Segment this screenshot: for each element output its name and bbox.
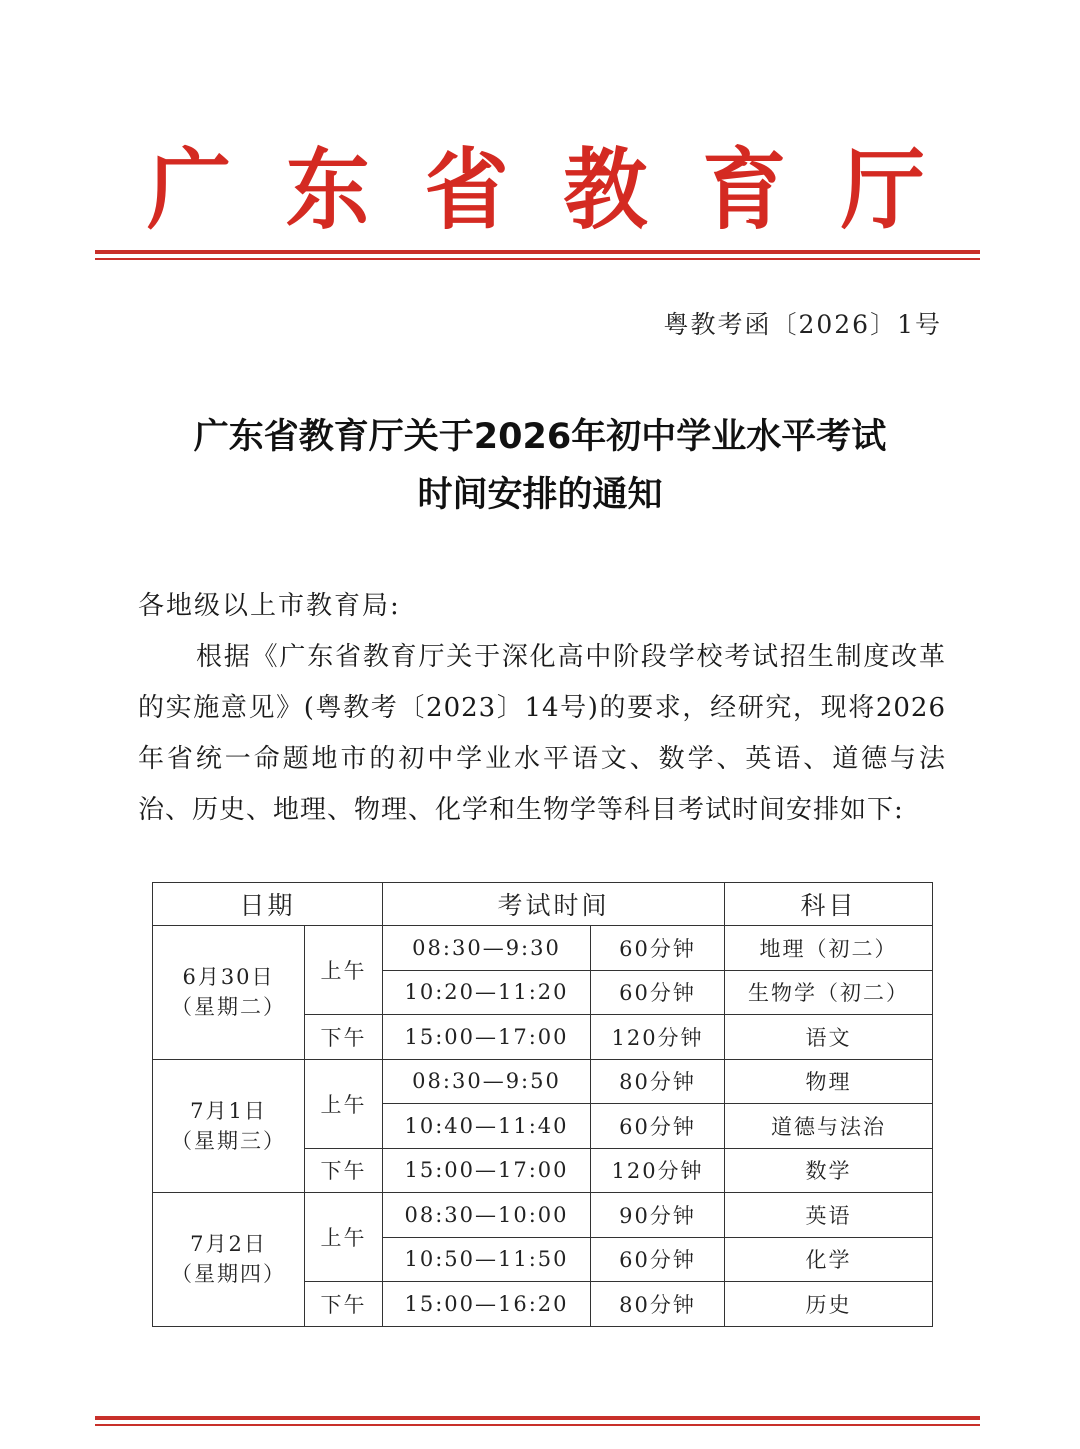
time-cell: 08:30—9:30 xyxy=(383,926,591,971)
subject-cell: 数学 xyxy=(725,1148,933,1193)
weekday-label: （星期二） xyxy=(171,995,286,1020)
subject-cell: 英语 xyxy=(725,1193,933,1238)
duration-cell: 60分钟 xyxy=(591,1104,725,1149)
subject-cell: 地理（初二） xyxy=(725,926,933,971)
duration-cell: 80分钟 xyxy=(591,1059,725,1104)
date-cell xyxy=(153,926,305,1060)
time-cell: 08:30—10:00 xyxy=(383,1193,591,1238)
subject-cell: 历史 xyxy=(725,1282,933,1327)
duration-cell: 60分钟 xyxy=(591,926,725,971)
time-cell: 15:00—17:00 xyxy=(383,1148,591,1193)
letterhead xyxy=(95,140,980,240)
header-rule-thick xyxy=(95,250,980,254)
notice-title-line-1: 广东省教育厅关于2026年初中学业水平考试 xyxy=(193,417,887,457)
date-label: 7月1日 xyxy=(190,1098,267,1123)
period-pm: 下午 xyxy=(305,1148,383,1193)
header-exam-time: 考试时间 xyxy=(383,883,725,926)
salutation: 各地级以上市教育局: xyxy=(138,591,401,621)
period-pm: 下午 xyxy=(305,1282,383,1327)
exam-schedule-table xyxy=(152,882,933,1327)
subject-cell: 语文 xyxy=(725,1015,933,1060)
subject-cell: 生物学（初二） xyxy=(725,970,933,1015)
letterhead-char: 省 xyxy=(424,138,509,242)
weekday-label: （星期三） xyxy=(171,1128,286,1153)
document-number: 粤教考函〔2026〕1号 xyxy=(663,310,942,339)
table-header-row xyxy=(153,883,933,926)
duration-cell: 120分钟 xyxy=(591,1015,725,1060)
notice-title-line-2: 时间安排的通知 xyxy=(417,475,663,515)
time-cell: 10:50—11:50 xyxy=(383,1237,591,1282)
duration-cell: 120分钟 xyxy=(591,1148,725,1193)
duration-cell: 60分钟 xyxy=(591,970,725,1015)
letterhead-char: 厅 xyxy=(840,138,925,242)
header-date: 日期 xyxy=(153,883,383,926)
date-label: 7月2日 xyxy=(190,1232,267,1257)
period-am: 上午 xyxy=(305,926,383,1015)
time-cell: 15:00—16:20 xyxy=(383,1282,591,1327)
time-cell: 08:30—9:50 xyxy=(383,1059,591,1104)
footer-rule-thick xyxy=(95,1416,980,1420)
body-paragraph: 根据《广东省教育厅关于深化高中阶段学校考试招生制度改革的实施意见》(粤教考〔2023〕14号)的要求，经研究，现将2026年省统一命题地市的初中学业水平语文、数学、英语、道德与法治、历史、地理、物理、化学和生物学等科目考试时间安排如下: xyxy=(138,642,946,825)
period-am: 上午 xyxy=(305,1193,383,1282)
time-cell: 10:20—11:20 xyxy=(383,970,591,1015)
weekday-label: （星期四） xyxy=(171,1262,286,1287)
subject-cell: 道德与法治 xyxy=(725,1104,933,1149)
date-label: 6月30日 xyxy=(182,965,275,990)
letterhead-char: 教 xyxy=(563,138,648,242)
letterhead-char: 东 xyxy=(285,138,370,242)
letterhead-char: 广 xyxy=(147,138,232,242)
duration-cell: 90分钟 xyxy=(591,1193,725,1238)
table-row xyxy=(153,926,933,971)
header-rule-thin xyxy=(95,258,980,260)
letterhead-char: 育 xyxy=(702,138,787,242)
table-row xyxy=(153,1059,933,1104)
duration-cell: 60分钟 xyxy=(591,1237,725,1282)
header-subject: 科目 xyxy=(725,883,933,926)
date-cell xyxy=(153,1059,305,1193)
subject-cell: 化学 xyxy=(725,1237,933,1282)
period-pm: 下午 xyxy=(305,1015,383,1060)
table-row xyxy=(153,1193,933,1238)
subject-cell: 物理 xyxy=(725,1059,933,1104)
time-cell: 15:00—17:00 xyxy=(383,1015,591,1060)
notice-title xyxy=(0,408,1080,524)
duration-cell: 80分钟 xyxy=(591,1282,725,1327)
period-am: 上午 xyxy=(305,1059,383,1148)
footer-rule-thin xyxy=(95,1424,980,1426)
time-cell: 10:40—11:40 xyxy=(383,1104,591,1149)
date-cell xyxy=(153,1193,305,1327)
